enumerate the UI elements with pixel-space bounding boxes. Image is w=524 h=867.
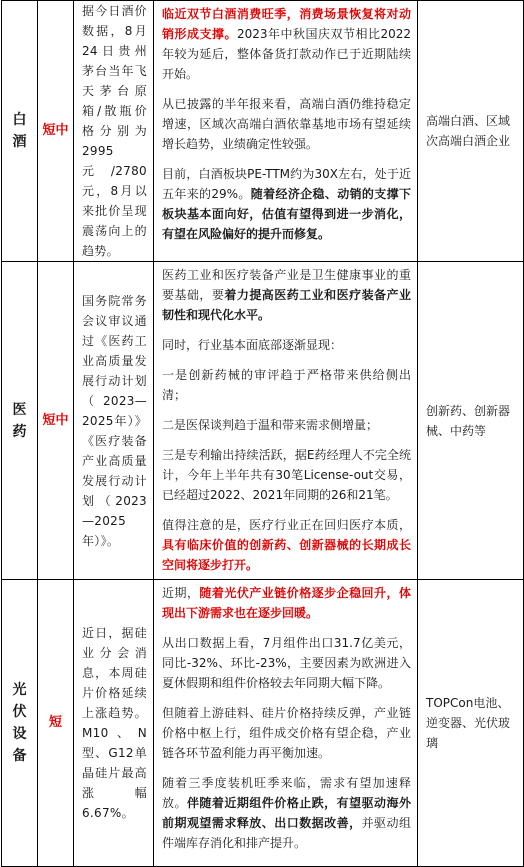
body-text: 近期， bbox=[162, 586, 200, 600]
view-paragraph bbox=[162, 773, 411, 853]
sector-char: 光 bbox=[12, 682, 27, 698]
bold-text: 伴随着近期组件价格止跌，有望驱动海外前期观望需求释放、出口数据改善， bbox=[162, 796, 411, 830]
stocks-cell: 创新药、创新器械、中药等 bbox=[418, 262, 524, 580]
sector-cell bbox=[2, 580, 38, 867]
view-paragraph bbox=[162, 583, 411, 623]
view-paragraph bbox=[162, 164, 411, 244]
table-row bbox=[2, 262, 524, 580]
event-cell: 国务院常务会议审议通过《医药工业高质量发展行动计划（2023—2025年）》《医疗装备产业高质量发展行动计划（2023—2025年）》。 bbox=[74, 262, 154, 580]
sector-char: 白 bbox=[12, 112, 27, 128]
highlight-text: 随着光伏产业链价格逐步企稳回升，体现出下游需求也在逐步回暖。 bbox=[162, 586, 411, 620]
term-cell: 短 bbox=[38, 580, 74, 867]
body-text: 值得注意的是，医疗行业正在回归医疗本质， bbox=[162, 518, 411, 532]
highlight-text: 具有临床价值的创新药、创新器械的长期成长空间将逐步打开。 bbox=[162, 538, 411, 572]
view-paragraph bbox=[162, 415, 411, 435]
view-paragraph bbox=[162, 365, 411, 405]
sector-char: 酒 bbox=[12, 134, 27, 150]
stocks-cell: 高端白酒、区域次高端白酒企业 bbox=[418, 1, 524, 262]
table-row bbox=[2, 580, 524, 867]
body-text: 目前，白酒板块PE-TTM约为30X左右，处于近五年来的29%。 bbox=[162, 167, 411, 201]
highlight-text: 临近双节白酒消费旺季，消费场景恢复将对动销形成支撑。 bbox=[162, 7, 411, 41]
body-text: 医药工业和医疗装备产业是卫生健康事业的重要基础，要 bbox=[162, 268, 411, 302]
view-paragraph bbox=[162, 703, 411, 763]
sector-char: 备 bbox=[12, 748, 27, 764]
view-paragraph bbox=[162, 445, 411, 505]
sector-cell bbox=[2, 1, 38, 262]
view-paragraph bbox=[162, 265, 411, 325]
view-cell bbox=[154, 580, 418, 867]
body-text: 从出口数据上看，7月组件出口31.7亿美元，同比-32%、环比-23%，主要因素为欧洲进入夏休假期和组件价格较去年同期大幅下降。 bbox=[162, 636, 411, 690]
body-text: 同时，行业基本面底部逐渐显现： bbox=[162, 338, 343, 352]
industry-outlook-table bbox=[1, 0, 524, 867]
view-cell bbox=[154, 262, 418, 580]
event-cell: 据今日酒价数据，8月24日贵州茅台当年飞天茅台原箱/散瓶价格分别为2995元/2780元，8月以来批价呈现震荡向上的趋势。 bbox=[74, 1, 154, 262]
sector-char: 设 bbox=[12, 726, 27, 742]
body-text: 三是专利输出持续活跃，据E药经理人不完全统计，今年上半年共有30笔License-out交易，已经超过2022、2021年同期的26和21笔。 bbox=[162, 448, 411, 502]
sector-char: 伏 bbox=[12, 704, 27, 720]
body-text: 但随着上游硅料、硅片价格持续反弹，产业链价格中枢上行，组件成交价格有望企稳，产业链各环节盈利能力再平衡加速。 bbox=[162, 706, 411, 760]
body-text: 从已披露的半年报来看，高端白酒仍维持稳定增速，区域次高端白酒依靠基地市场有望延续增长趋势，业绩确定性较强。 bbox=[162, 97, 411, 151]
event-cell: 近日，据硅业分会消息，本周硅片价格延续上涨趋势。M10、N型、G12单晶硅片最高涨幅6.67%。 bbox=[74, 580, 154, 867]
bold-text: 随着经济企稳、动销的支撑下板块基本面向好，估值有望得到进一步消化，有望在风险偏好的提升而修复。 bbox=[162, 187, 411, 241]
sector-char: 医 bbox=[12, 401, 27, 418]
table-body bbox=[2, 1, 524, 867]
view-cell bbox=[154, 1, 418, 262]
body-text: 并驱动组件端库存消化和排产提升。 bbox=[162, 816, 411, 850]
view-paragraph bbox=[162, 515, 411, 575]
body-text: 一是创新药械的审评趋于严格带来供给侧出清； bbox=[162, 368, 411, 402]
bold-text: 着力提高医药工业和医疗装备产业韧性和现代化水平。 bbox=[162, 288, 411, 322]
sector-char: 药 bbox=[12, 423, 27, 440]
sector-cell bbox=[2, 262, 38, 580]
term-cell: 短中 bbox=[38, 262, 74, 580]
body-text: 二是医保谈判趋于温和带来需求侧增量； bbox=[162, 418, 379, 432]
view-paragraph bbox=[162, 335, 411, 355]
stocks-cell: TOPCon电池、逆变器、光伏玻璃 bbox=[418, 580, 524, 867]
view-paragraph bbox=[162, 633, 411, 693]
term-cell: 短中 bbox=[38, 1, 74, 262]
body-text: 随着三季度装机旺季来临，需求有望加速释放。 bbox=[162, 776, 411, 810]
view-paragraph bbox=[162, 94, 411, 154]
table-row bbox=[2, 1, 524, 262]
body-text: 2023年中秋国庆双节相比2022年较为延后，整体备货打款动作已于近期陆续开始。 bbox=[162, 27, 411, 81]
view-paragraph bbox=[162, 4, 411, 84]
